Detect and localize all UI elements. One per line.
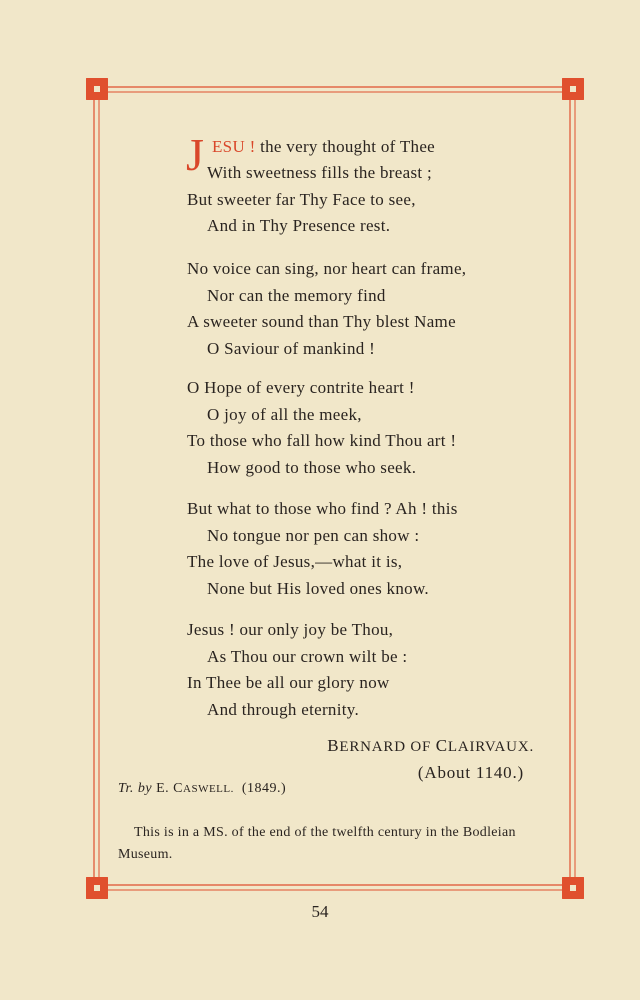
translator-prefix: Tr. by [118,781,153,796]
translator-surname: ASWELL. [183,783,234,795]
poem-line: With sweetness fills the breast ; [207,163,432,182]
poem-line: Nor can the memory find [207,285,386,305]
poem-line: The love of Jesus,—what it is, [187,552,403,571]
first-word-red: ESU ! [212,137,256,156]
page-number: 54 [311,902,329,921]
poem-line: How good to those who seek. [207,457,417,477]
poem-line: But sweeter far Thy Face to see, [187,189,416,209]
poem-line: O joy of all the meek, [207,404,362,424]
poem-line: No voice can sing, nor heart can frame, [187,259,467,278]
cross-ornament-icon [86,78,108,100]
poem-line: And through eternity. [207,699,360,719]
author-initial: C [435,736,448,755]
author-smallcaps: LAIRVAUX. [447,739,534,755]
poem-first-line [212,134,435,161]
author-date: (About 1140.) [417,763,524,782]
translation-year: (1849.) [241,781,287,796]
author-smallcaps: ERNARD OF [339,739,436,755]
author-attribution [327,736,534,756]
poem-line: But what to those who find ? Ah ! this [187,499,458,518]
first-line-rest: the very thought of Thee [255,137,436,156]
poem-line: A sweeter sound than Thy blest Name [187,312,456,331]
drop-cap: J [186,129,204,180]
translator-credit [118,781,286,797]
cross-ornament-icon [562,78,584,100]
poem-line: O Saviour of mankind ! [207,338,376,358]
poem-line: In Thee be all our glory now [187,673,390,692]
poem-line: Jesus ! our only joy be Thou, [187,620,394,639]
poem-line: And in Thy Presence rest. [207,216,391,235]
poem-line: None but His loved ones know. [207,578,429,598]
cross-ornament-icon [562,877,584,899]
author-initial: B [327,736,340,755]
poem-line: No tongue nor pen can show : [207,525,420,545]
stanza-2 [187,256,466,362]
poem-line: As Thou our crown wilt be : [207,646,408,666]
stanza-5 [187,617,407,723]
translator-initials: E. C [156,781,184,796]
cross-ornament-icon [86,877,108,899]
stanza-1 [187,160,432,240]
poem-line: To those who fall how kind Thou art ! [187,431,457,450]
poem-line: O Hope of every contrite heart ! [187,378,415,397]
stanza-3 [187,375,456,481]
stanza-4 [187,496,458,602]
source-note: This is in a MS. of the end of the twelfth century in the Bodleian Museum. [118,825,516,862]
